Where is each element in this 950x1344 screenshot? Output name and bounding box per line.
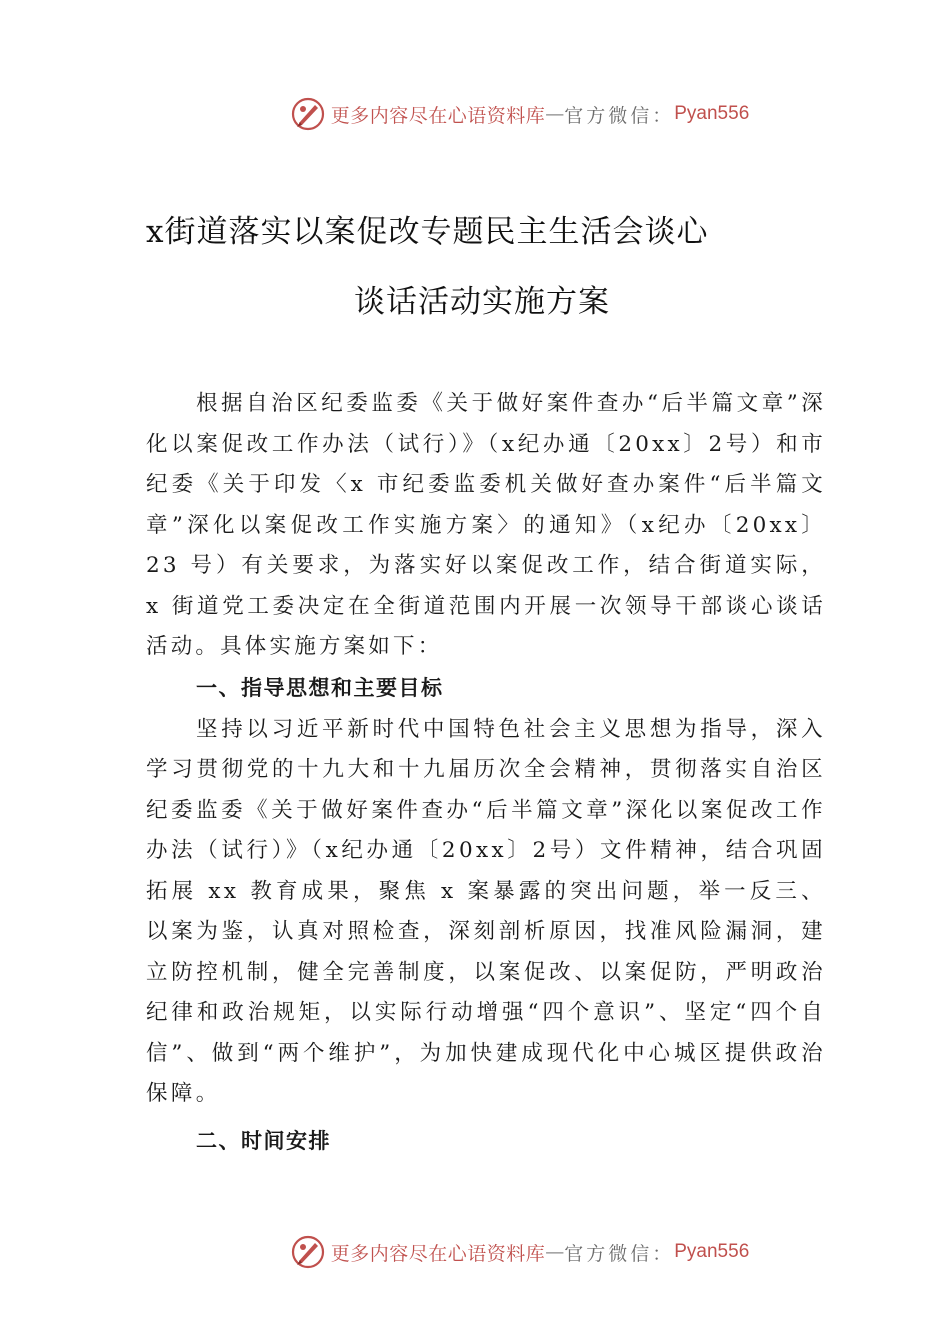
banner-dash: — <box>545 103 565 125</box>
document-title-line-1: x街道落实以案促改专题民主生活会谈心 <box>146 214 709 250</box>
document-title-line-2: 谈话活动实施方案 <box>354 284 610 320</box>
banner-wechat-id: Pyan556 <box>674 1241 750 1262</box>
quill-pen-logo-icon <box>291 1235 325 1269</box>
section-1-heading: 一、指导思想和主要目标 <box>196 675 444 700</box>
quill-pen-logo-icon <box>291 97 325 131</box>
banner-brand-text: 更多内容尽在心语资料库 <box>330 104 546 127</box>
intro-paragraph: 根据自治区纪委监委《关于做好案件查办“后半篇文章”深化以案促改工作办法（试行）》（x纪办通〔20xx〕2号）和市纪委《关于印发〈x 市纪委监委机关做好查办案件“后半篇文章”深化以案促改工作实施方案〉的通知》（x纪办〔20xx〕23 号）有关要求，为落实好以案促改工作，结合街道实际， x 街道党工委决定在全街道范围内开展一次领导干部谈心谈话活动。具体实施方案如下： <box>146 391 826 659</box>
footer-watermark-banner <box>0 1232 950 1272</box>
section-2-heading: 二、时间安排 <box>196 1128 331 1153</box>
banner-brand-text: 更多内容尽在心语资料库 <box>330 1242 546 1265</box>
banner-wechat-label: 官方微信： <box>564 1242 675 1265</box>
header-watermark-banner <box>0 94 950 134</box>
banner-wechat-label: 官方微信： <box>564 104 675 127</box>
banner-wechat-id: Pyan556 <box>674 103 750 124</box>
section-1-paragraph: 坚持以习近平新时代中国特色社会主义思想为指导，深入学习贯彻党的十九大和十九届历次全会精神，贯彻落实自治区纪委监委《关于做好案件查办“后半篇文章”深化以案促改工作办法（试行）》（x纪办通〔20xx〕2号）文件精神，结合巩固拓展 xx 教育成果，聚焦 x 案暴露的突出问题，举一反三、以案为鉴，认真对照检查，深刻剖析原因，找准风险漏洞，建立防控机制，健全完善制度，以案促改、以案促防，严明政治纪律和政治规矩，以实际行动增强“四个意识”、坚定“四个自信”、做到“两个维护”，为加快建成现代化中心城区提供政治保障。 <box>146 716 826 1106</box>
document-body <box>146 384 826 1161</box>
banner-dash: — <box>545 1241 565 1263</box>
